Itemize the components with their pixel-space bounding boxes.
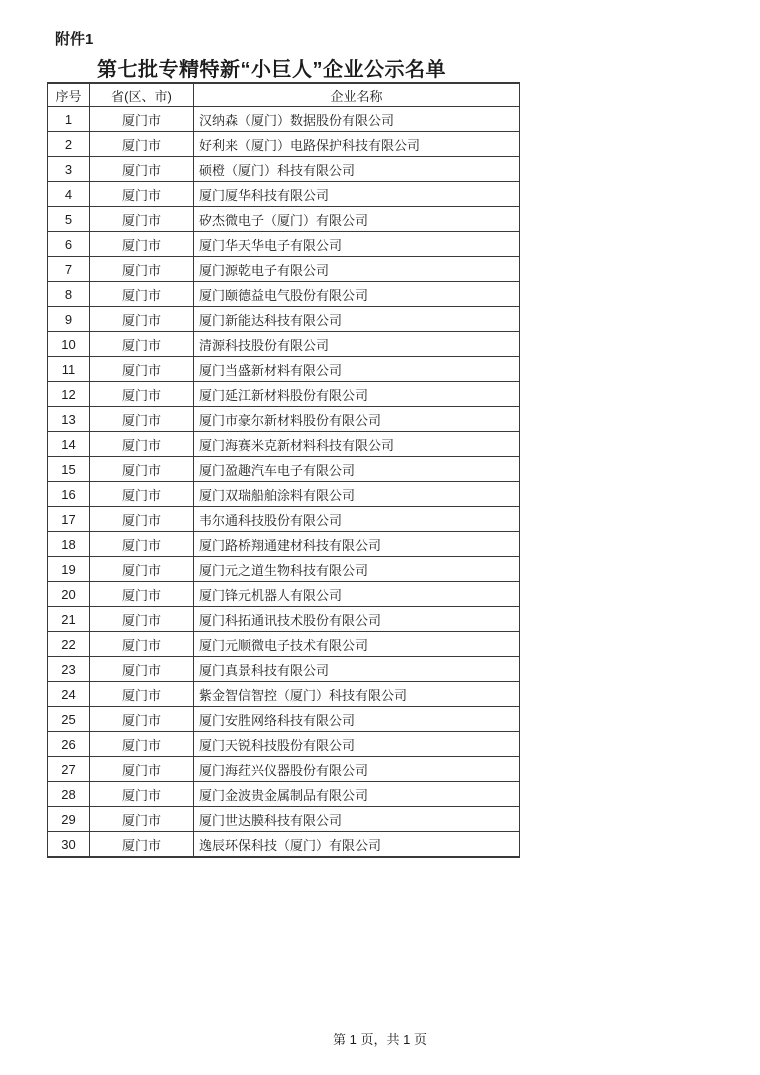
company-table [47,82,520,858]
province-cell: 厦门市 [90,482,194,507]
seq-cell: 8 [48,282,90,307]
seq-cell: 22 [48,632,90,657]
province-cell: 厦门市 [90,407,194,432]
attachment-label: 附件1 [55,31,94,48]
table-row [48,257,520,282]
province-cell: 厦门市 [90,507,194,532]
company-cell: 厦门颐德益电气股份有限公司 [194,282,520,307]
table-row [48,807,520,832]
province-cell: 厦门市 [90,157,194,182]
page-title: 第七批专精特新“小巨人”企业公示名单 [97,59,446,81]
table-row [48,782,520,807]
province-cell: 厦门市 [90,232,194,257]
table-row [48,107,520,132]
province-cell: 厦门市 [90,682,194,707]
table-row [48,507,520,532]
province-cell: 厦门市 [90,757,194,782]
province-cell: 厦门市 [90,632,194,657]
seq-cell: 7 [48,257,90,282]
company-cell: 厦门延江新材料股份有限公司 [194,382,520,407]
table-row [48,357,520,382]
header-province: 省(区、市) [90,83,194,107]
table-row [48,557,520,582]
seq-cell: 2 [48,132,90,157]
company-cell: 厦门盈趣汽车电子有限公司 [194,457,520,482]
table-row [48,707,520,732]
seq-cell: 30 [48,832,90,858]
province-cell: 厦门市 [90,107,194,132]
province-cell: 厦门市 [90,582,194,607]
company-cell: 厦门海荭兴仪器股份有限公司 [194,757,520,782]
seq-cell: 4 [48,182,90,207]
table-row [48,382,520,407]
province-cell: 厦门市 [90,132,194,157]
seq-cell: 20 [48,582,90,607]
table-row [48,532,520,557]
province-cell: 厦门市 [90,207,194,232]
company-cell: 好利来（厦门）电路保护科技有限公司 [194,132,520,157]
company-cell: 紫金智信智控（厦门）科技有限公司 [194,682,520,707]
table-row [48,482,520,507]
table-row [48,282,520,307]
company-cell: 厦门安胜网络科技有限公司 [194,707,520,732]
seq-cell: 9 [48,307,90,332]
seq-cell: 19 [48,557,90,582]
page-number-footer: 第 1 页，共 1 页 [333,1032,427,1047]
company-cell: 厦门科拓通讯技术股份有限公司 [194,607,520,632]
company-table-body [48,107,520,858]
province-cell: 厦门市 [90,357,194,382]
province-cell: 厦门市 [90,557,194,582]
table-row [48,232,520,257]
table-row [48,657,520,682]
seq-cell: 1 [48,107,90,132]
province-cell: 厦门市 [90,382,194,407]
company-cell: 清源科技股份有限公司 [194,332,520,357]
province-cell: 厦门市 [90,707,194,732]
table-row [48,207,520,232]
seq-cell: 6 [48,232,90,257]
table-row [48,182,520,207]
company-cell: 韦尔通科技股份有限公司 [194,507,520,532]
province-cell: 厦门市 [90,432,194,457]
company-cell: 厦门厦华科技有限公司 [194,182,520,207]
company-cell: 厦门锋元机器人有限公司 [194,582,520,607]
province-cell: 厦门市 [90,307,194,332]
table-row [48,157,520,182]
seq-cell: 24 [48,682,90,707]
company-cell: 厦门世达膜科技有限公司 [194,807,520,832]
company-cell: 硕橙（厦门）科技有限公司 [194,157,520,182]
seq-cell: 5 [48,207,90,232]
table-row [48,457,520,482]
header-seq: 序号 [48,83,90,107]
company-cell: 厦门天锐科技股份有限公司 [194,732,520,757]
province-cell: 厦门市 [90,607,194,632]
seq-cell: 25 [48,707,90,732]
province-cell: 厦门市 [90,257,194,282]
company-cell: 厦门金波贵金属制品有限公司 [194,782,520,807]
seq-cell: 12 [48,382,90,407]
seq-cell: 16 [48,482,90,507]
header-row [48,83,520,107]
company-cell: 厦门源乾电子有限公司 [194,257,520,282]
province-cell: 厦门市 [90,282,194,307]
seq-cell: 11 [48,357,90,382]
seq-cell: 17 [48,507,90,532]
table-row [48,757,520,782]
seq-cell: 15 [48,457,90,482]
table-row [48,407,520,432]
table-row [48,332,520,357]
table-row [48,582,520,607]
table-row [48,307,520,332]
company-cell: 厦门市豪尔新材料股份有限公司 [194,407,520,432]
header-company: 企业名称 [194,83,520,107]
seq-cell: 18 [48,532,90,557]
table-row [48,732,520,757]
seq-cell: 14 [48,432,90,457]
province-cell: 厦门市 [90,182,194,207]
province-cell: 厦门市 [90,832,194,858]
province-cell: 厦门市 [90,657,194,682]
company-cell: 矽杰微电子（厦门）有限公司 [194,207,520,232]
table-row [48,132,520,157]
province-cell: 厦门市 [90,732,194,757]
company-cell: 厦门路桥翔通建材科技有限公司 [194,532,520,557]
company-cell: 汉纳森（厦门）数据股份有限公司 [194,107,520,132]
province-cell: 厦门市 [90,532,194,557]
seq-cell: 21 [48,607,90,632]
company-cell: 厦门当盛新材料有限公司 [194,357,520,382]
seq-cell: 10 [48,332,90,357]
company-cell: 厦门元之道生物科技有限公司 [194,557,520,582]
seq-cell: 29 [48,807,90,832]
seq-cell: 28 [48,782,90,807]
table-row [48,607,520,632]
table-row [48,682,520,707]
province-cell: 厦门市 [90,782,194,807]
company-cell: 厦门真景科技有限公司 [194,657,520,682]
province-cell: 厦门市 [90,332,194,357]
seq-cell: 27 [48,757,90,782]
company-cell: 厦门新能达科技有限公司 [194,307,520,332]
table-row [48,632,520,657]
province-cell: 厦门市 [90,457,194,482]
table-header [48,83,520,107]
seq-cell: 13 [48,407,90,432]
company-cell: 厦门华天华电子有限公司 [194,232,520,257]
seq-cell: 26 [48,732,90,757]
province-cell: 厦门市 [90,807,194,832]
company-cell: 逸辰环保科技（厦门）有限公司 [194,832,520,858]
seq-cell: 23 [48,657,90,682]
table-row [48,832,520,858]
company-cell: 厦门元顺微电子技术有限公司 [194,632,520,657]
seq-cell: 3 [48,157,90,182]
company-cell: 厦门海赛米克新材料科技有限公司 [194,432,520,457]
company-cell: 厦门双瑞船舶涂料有限公司 [194,482,520,507]
table-row [48,432,520,457]
